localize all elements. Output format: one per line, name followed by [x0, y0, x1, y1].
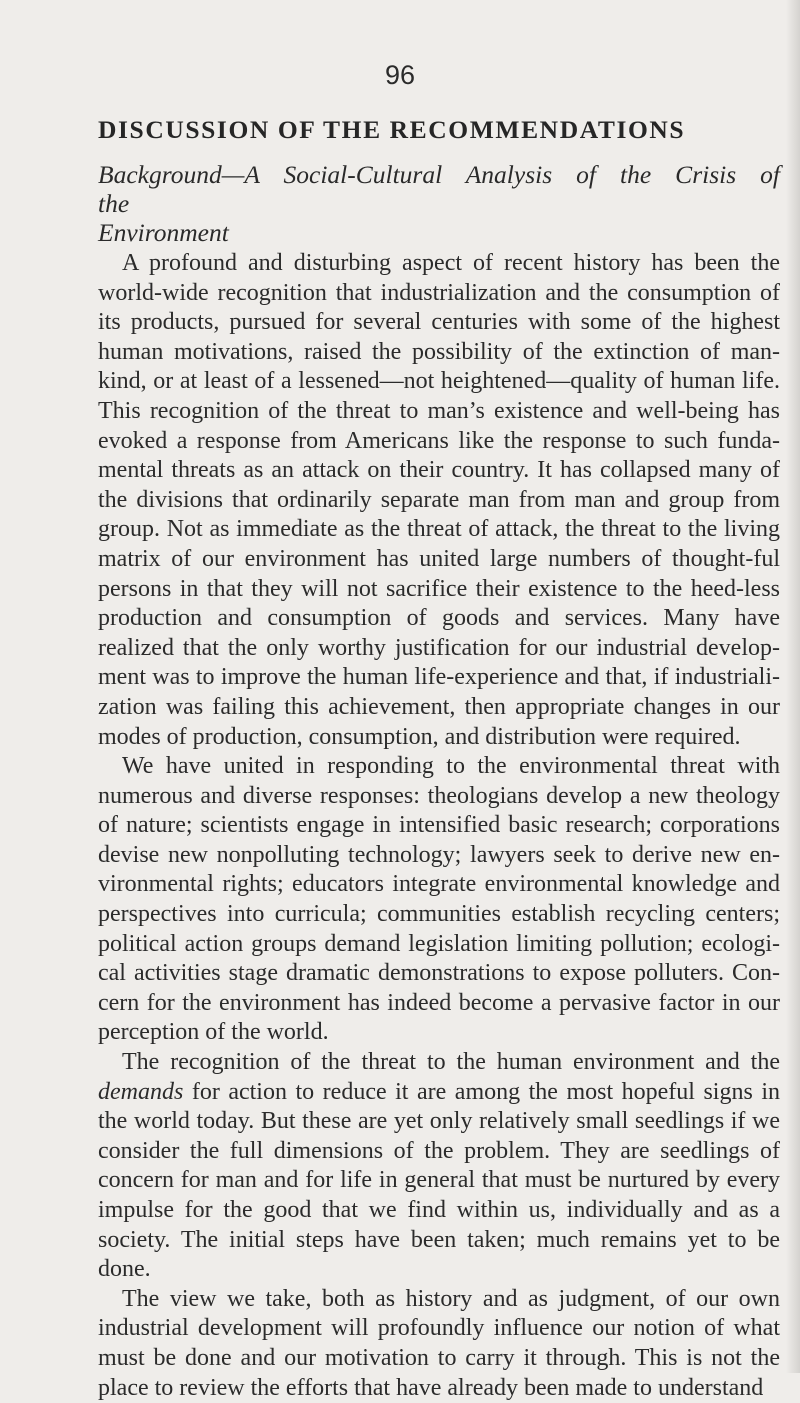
page-edge-shadow — [786, 0, 800, 1373]
subsection-heading-line-2: Environment — [98, 218, 229, 247]
paragraph-2: We have united in responding to the environmental threat with numerous and diverse responses: theologians develop a new theology of nature; scientists engage in intensified basic research; corporations devise new nonpolluting technology; lawyers seek to derive new en-vironmental rights; educators integrate environmental knowledge and perspectives into curricula; communities establish recycling centers; political action groups demand legislation limiting pollution; ecologi-cal activities stage dramatic demonstrations to expose polluters. Con-cern for the environment has indeed become a pervasive factor in our perception of the world. — [98, 753, 780, 1046]
section-heading: DISCUSSION OF THE RECOMMENDATIONS — [98, 115, 686, 144]
body-text — [98, 249, 780, 1403]
paragraph-3-end: for action to reduce it are among the most hopeful signs in the world today. But these are yet only relatively small seedlings if we consider the full dimensions of the problem. They are seedlings of concern for man and for life in general that must be nurtured by every impulse for the good that we find within us, individually and as a society. The initial steps have been taken; much remains yet to be done. — [98, 1078, 780, 1283]
paragraph-1: A profound and disturbing aspect of recent history has been the world-wide recognition that industrialization and the consumption of its products, pursued for several centuries with some of the highest human motivations, raised the possibility of the extinction of man-kind, or at least of a lessened—not heightened—quality of human life. This recognition of the threat to man’s existence and well-being has evoked a response from Americans like the response to such funda-mental threats as an attack on their country. It has collapsed many of the divisions that ordinarily separate man from man and group from group. Not as immediate as the threat of attack, the threat to the living matrix of our environment has united large numbers of thought-ful persons in that they will not sacrifice their existence to the heed-less production and consumption of goods and services. Many have realized that the only worthy justification for our industrial develop-ment was to improve the human life-experience and that, if industriali-zation was failing this achievement, then appropriate changes in our modes of production, consumption, and distribution were required. — [98, 250, 780, 750]
paragraph-4: The view we take, both as history and as judgment, of our own industrial development will profoundly influence our notion of what must be done and our motivation to carry it through. This is not the place to review the efforts that have already been made to understand — [98, 1285, 780, 1401]
paragraph-3 — [98, 1048, 780, 1285]
subsection-heading — [98, 160, 780, 247]
paragraph-3-start: The recognition of the threat to the human environment and the — [122, 1049, 780, 1076]
paragraph-3-emphasis: demands — [98, 1078, 184, 1105]
subsection-heading-line-1: Background—A Social-Cultural Analysis of the Crisis of the — [98, 160, 780, 218]
page-number: 96 — [384, 60, 416, 90]
